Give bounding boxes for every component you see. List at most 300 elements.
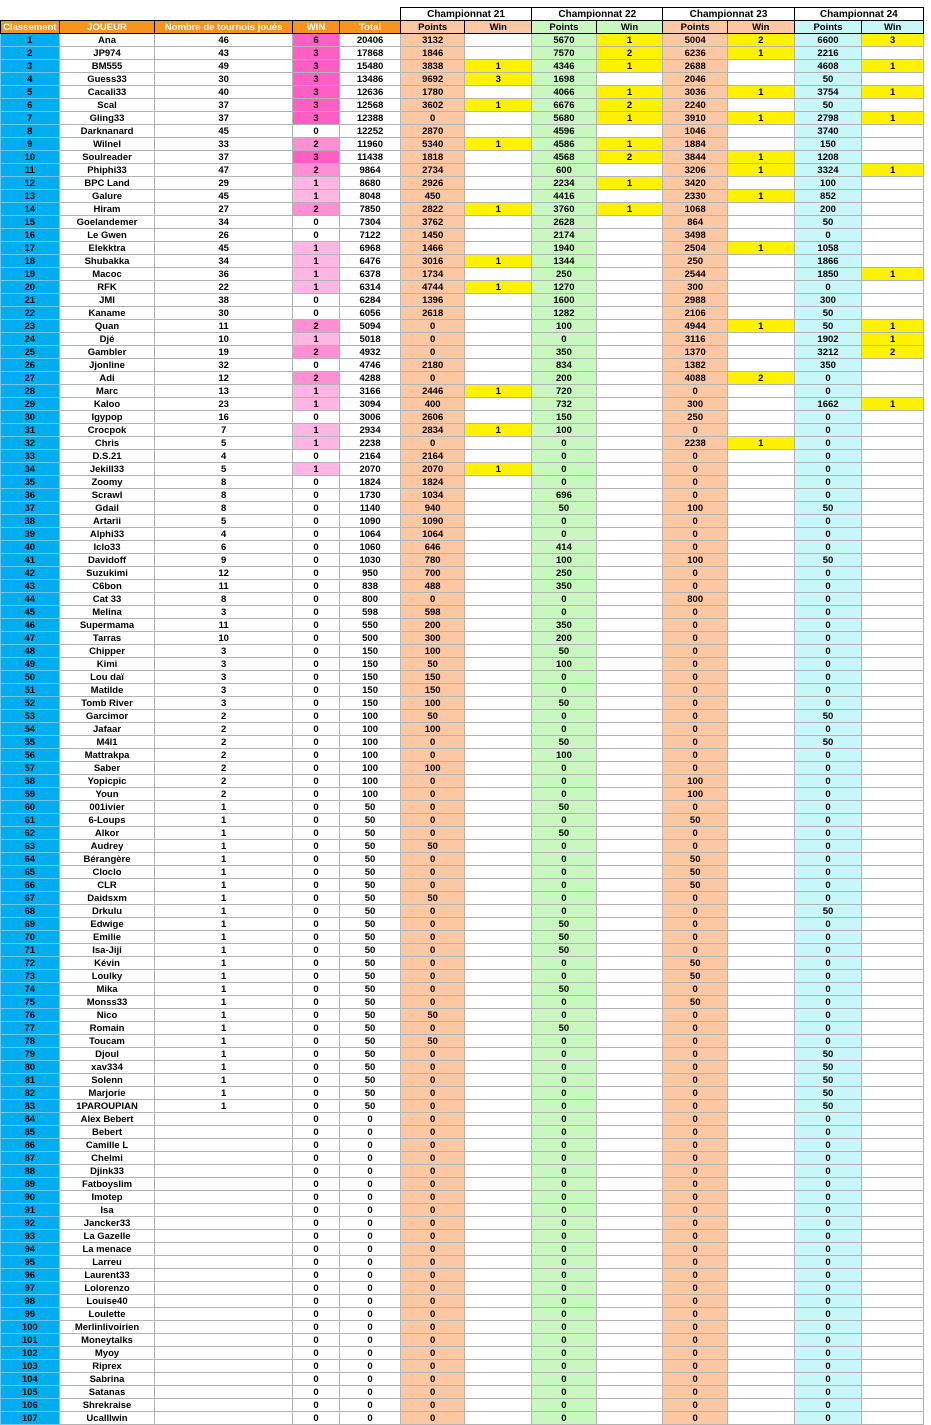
- c24-win-cell: [862, 645, 924, 658]
- c24-points-cell: 0: [794, 1126, 862, 1139]
- rank-cell: 49: [1, 658, 60, 671]
- c24-win-cell: [862, 879, 924, 892]
- table-row: [1, 34, 924, 47]
- table-row: [1, 1178, 924, 1191]
- c24-win-cell: [862, 424, 924, 437]
- table-row: [1, 918, 924, 931]
- c24-points-cell: 0: [794, 1282, 862, 1295]
- c21-points-cell: 0: [400, 905, 465, 918]
- c23-win-cell: [728, 827, 795, 840]
- c23-win-cell: [728, 463, 795, 476]
- c23-win-cell: [728, 645, 795, 658]
- win-count-cell: 1: [292, 242, 339, 255]
- c23-win-cell: 1: [728, 151, 795, 164]
- c24-win-cell: [862, 463, 924, 476]
- c21-win-cell: [465, 268, 532, 281]
- c22-points-cell: 0: [532, 1308, 597, 1321]
- c23-win-cell: [728, 593, 795, 606]
- table-row: [1, 346, 924, 359]
- player-name-cell: Davidoff: [59, 554, 155, 567]
- table-row: [1, 619, 924, 632]
- c21-win-cell: [465, 632, 532, 645]
- c24-points-cell: 0: [794, 1321, 862, 1334]
- c24-win-cell: [862, 1295, 924, 1308]
- c21-points-header: Points: [400, 21, 465, 34]
- player-name-cell: Edwige: [59, 918, 155, 931]
- c21-win-cell: [465, 1321, 532, 1334]
- total-points-cell: 50: [340, 1074, 401, 1087]
- c21-points-cell: 0: [400, 931, 465, 944]
- c23-points-cell: 0: [663, 983, 728, 996]
- c21-win-cell: [465, 1308, 532, 1321]
- c24-points-cell: 50: [794, 216, 862, 229]
- win-count-cell: 0: [292, 1217, 339, 1230]
- c22-points-cell: 50: [532, 801, 597, 814]
- c24-points-cell: 1850: [794, 268, 862, 281]
- tournaments-count-cell: 3: [155, 606, 292, 619]
- tournaments-count-cell: [155, 1204, 292, 1217]
- win-count-cell: 0: [292, 1048, 339, 1061]
- c23-points-cell: 0: [663, 1386, 728, 1399]
- header-row-columns: [1, 21, 924, 34]
- c22-points-cell: 4568: [532, 151, 597, 164]
- total-points-cell: 1140: [340, 502, 401, 515]
- tournaments-count-cell: 6: [155, 541, 292, 554]
- c23-win-cell: [728, 944, 795, 957]
- c24-win-cell: [862, 658, 924, 671]
- c21-win-cell: [465, 1191, 532, 1204]
- c24-win-cell: 1: [862, 112, 924, 125]
- c24-win-cell: 1: [862, 398, 924, 411]
- c22-win-cell: [596, 398, 663, 411]
- player-name-cell: Scrawl: [59, 489, 155, 502]
- c24-win-cell: [862, 1282, 924, 1295]
- total-points-cell: 5094: [340, 320, 401, 333]
- c21-win-cell: [465, 879, 532, 892]
- rank-cell: 70: [1, 931, 60, 944]
- c24-points-cell: 0: [794, 632, 862, 645]
- c21-points-cell: 2180: [400, 359, 465, 372]
- c23-points-cell: 50: [663, 957, 728, 970]
- c22-points-cell: 0: [532, 1347, 597, 1360]
- win-count-cell: 0: [292, 1178, 339, 1191]
- rank-cell: 57: [1, 762, 60, 775]
- c24-win-cell: [862, 1178, 924, 1191]
- table-row: [1, 983, 924, 996]
- c22-points-cell: 150: [532, 411, 597, 424]
- player-name-cell: La menace: [59, 1243, 155, 1256]
- c23-points-cell: 0: [663, 1113, 728, 1126]
- win-count-cell: 3: [292, 112, 339, 125]
- c24-points-cell: 0: [794, 489, 862, 502]
- c23-win-cell: [728, 450, 795, 463]
- c24-points-cell: 0: [794, 1009, 862, 1022]
- c21-points-cell: 0: [400, 944, 465, 957]
- player-header: JOUEUR: [59, 21, 155, 34]
- tournaments-count-cell: [155, 1152, 292, 1165]
- c23-win-cell: [728, 658, 795, 671]
- c21-points-cell: 1818: [400, 151, 465, 164]
- c23-points-cell: 50: [663, 996, 728, 1009]
- total-points-cell: 50: [340, 853, 401, 866]
- c21-win-cell: [465, 983, 532, 996]
- c22-win-cell: [596, 1347, 663, 1360]
- c23-win-cell: [728, 99, 795, 112]
- tournaments-count-cell: 1: [155, 1087, 292, 1100]
- c23-points-cell: 1068: [663, 203, 728, 216]
- c21-win-cell: [465, 1074, 532, 1087]
- table-row: [1, 632, 924, 645]
- c23-win-cell: 1: [728, 112, 795, 125]
- win-count-cell: 0: [292, 515, 339, 528]
- total-points-cell: 11960: [340, 138, 401, 151]
- player-name-cell: RFK: [59, 281, 155, 294]
- rank-cell: 97: [1, 1282, 60, 1295]
- c23-win-cell: [728, 541, 795, 554]
- c24-points-cell: 0: [794, 1165, 862, 1178]
- c22-points-cell: 4586: [532, 138, 597, 151]
- c22-points-cell: 0: [532, 1009, 597, 1022]
- c21-win-cell: [465, 723, 532, 736]
- c24-win-cell: [862, 190, 924, 203]
- tournaments-count-cell: 4: [155, 528, 292, 541]
- c21-points-cell: 0: [400, 1204, 465, 1217]
- c21-win-cell: [465, 762, 532, 775]
- c23-points-cell: 0: [663, 515, 728, 528]
- win-count-cell: 2: [292, 138, 339, 151]
- c24-points-cell: 2216: [794, 47, 862, 60]
- c22-points-cell: 50: [532, 944, 597, 957]
- c24-win-cell: [862, 541, 924, 554]
- c24-points-cell: 0: [794, 918, 862, 931]
- c23-points-cell: 0: [663, 1204, 728, 1217]
- total-points-cell: 0: [340, 1165, 401, 1178]
- c21-win-cell: [465, 112, 532, 125]
- c24-win-cell: [862, 918, 924, 931]
- c24-win-cell: [862, 788, 924, 801]
- c21-win-cell: [465, 996, 532, 1009]
- player-name-cell: BM555: [59, 60, 155, 73]
- win-count-cell: 0: [292, 1269, 339, 1282]
- c24-points-cell: 0: [794, 1334, 862, 1347]
- win-count-cell: 0: [292, 697, 339, 710]
- player-name-cell: Supermama: [59, 619, 155, 632]
- c24-points-cell: 0: [794, 1113, 862, 1126]
- c24-points-cell: 300: [794, 294, 862, 307]
- c24-points-cell: 0: [794, 476, 862, 489]
- c23-points-cell: 0: [663, 645, 728, 658]
- c22-win-cell: [596, 814, 663, 827]
- c21-win-cell: [465, 775, 532, 788]
- win-header: WIN: [292, 21, 339, 34]
- c23-points-cell: 4944: [663, 320, 728, 333]
- c24-win-cell: [862, 1087, 924, 1100]
- c24-win-cell: [862, 1360, 924, 1373]
- c22-points-cell: 0: [532, 814, 597, 827]
- player-name-cell: Merlinlivoirien: [59, 1321, 155, 1334]
- c23-points-cell: 0: [663, 1243, 728, 1256]
- c21-points-cell: 300: [400, 632, 465, 645]
- total-points-cell: 150: [340, 697, 401, 710]
- c22-points-cell: 0: [532, 723, 597, 736]
- c24-win-cell: [862, 1100, 924, 1113]
- c24-points-cell: 1866: [794, 255, 862, 268]
- rank-cell: 90: [1, 1191, 60, 1204]
- c24-win-cell: [862, 47, 924, 60]
- player-name-cell: Marjorie: [59, 1087, 155, 1100]
- c23-points-cell: 0: [663, 1230, 728, 1243]
- c23-win-cell: 1: [728, 190, 795, 203]
- tournaments-count-cell: 11: [155, 320, 292, 333]
- c22-points-cell: 600: [532, 164, 597, 177]
- c23-points-cell: 800: [663, 593, 728, 606]
- c21-points-cell: 1450: [400, 229, 465, 242]
- c21-points-cell: 0: [400, 1399, 465, 1412]
- c24-win-cell: [862, 866, 924, 879]
- rank-cell: 54: [1, 723, 60, 736]
- c22-win-cell: [596, 1022, 663, 1035]
- c24-win-cell: [862, 307, 924, 320]
- rank-cell: 34: [1, 463, 60, 476]
- c22-points-cell: 200: [532, 372, 597, 385]
- rank-cell: 16: [1, 229, 60, 242]
- c22-points-cell: 0: [532, 1100, 597, 1113]
- total-points-cell: 100: [340, 775, 401, 788]
- tournaments-count-cell: 11: [155, 580, 292, 593]
- c24-win-cell: [862, 1061, 924, 1074]
- rank-cell: 84: [1, 1113, 60, 1126]
- table-row: [1, 1152, 924, 1165]
- total-points-cell: 7850: [340, 203, 401, 216]
- c23-win-cell: [728, 502, 795, 515]
- rank-cell: 103: [1, 1360, 60, 1373]
- c24-points-cell: 0: [794, 970, 862, 983]
- rank-cell: 75: [1, 996, 60, 1009]
- player-name-cell: Solenn: [59, 1074, 155, 1087]
- c22-points-cell: 350: [532, 580, 597, 593]
- c23-win-header: Win: [728, 21, 795, 34]
- c21-points-cell: 0: [400, 1334, 465, 1347]
- table-row: [1, 1204, 924, 1217]
- win-count-cell: 0: [292, 983, 339, 996]
- win-count-cell: 0: [292, 1087, 339, 1100]
- c21-win-cell: 1: [465, 424, 532, 437]
- c21-win-cell: [465, 957, 532, 970]
- c21-win-cell: [465, 541, 532, 554]
- tournaments-count-cell: 1: [155, 905, 292, 918]
- c23-win-cell: [728, 1100, 795, 1113]
- c21-points-cell: 0: [400, 112, 465, 125]
- c23-win-cell: [728, 1308, 795, 1321]
- c24-points-cell: 0: [794, 1373, 862, 1386]
- total-points-cell: 0: [340, 1295, 401, 1308]
- c24-points-cell: 0: [794, 1035, 862, 1048]
- c21-win-cell: [465, 814, 532, 827]
- c21-points-cell: 4744: [400, 281, 465, 294]
- c23-points-cell: 0: [663, 1087, 728, 1100]
- c24-win-cell: [862, 372, 924, 385]
- c24-points-cell: 0: [794, 983, 862, 996]
- c23-win-cell: [728, 1230, 795, 1243]
- c24-win-cell: [862, 853, 924, 866]
- c22-win-cell: [596, 957, 663, 970]
- player-name-cell: Romain: [59, 1022, 155, 1035]
- player-name-cell: Cloclo: [59, 866, 155, 879]
- tournaments-count-cell: [155, 1334, 292, 1347]
- tournaments-count-cell: 38: [155, 294, 292, 307]
- tournaments-count-cell: 23: [155, 398, 292, 411]
- win-count-cell: 0: [292, 450, 339, 463]
- win-count-cell: 0: [292, 775, 339, 788]
- c21-win-cell: [465, 554, 532, 567]
- total-points-cell: 2164: [340, 450, 401, 463]
- player-name-cell: Phiphi33: [59, 164, 155, 177]
- c21-win-cell: [465, 684, 532, 697]
- c23-points-cell: 0: [663, 1269, 728, 1282]
- rank-cell: 12: [1, 177, 60, 190]
- player-name-cell: Kévin: [59, 957, 155, 970]
- c22-points-cell: 0: [532, 762, 597, 775]
- c21-win-cell: 1: [465, 255, 532, 268]
- c24-points-cell: 0: [794, 814, 862, 827]
- c21-points-cell: 0: [400, 1191, 465, 1204]
- c23-points-cell: 0: [663, 1399, 728, 1412]
- c24-points-cell: 0: [794, 1204, 862, 1217]
- total-points-cell: 0: [340, 1230, 401, 1243]
- c23-points-cell: 0: [663, 489, 728, 502]
- player-name-cell: Saber: [59, 762, 155, 775]
- tournaments-count-cell: 16: [155, 411, 292, 424]
- c23-points-cell: 0: [663, 1217, 728, 1230]
- ranking-table: [0, 7, 924, 1425]
- player-name-cell: Emilie: [59, 931, 155, 944]
- c23-points-cell: 0: [663, 1256, 728, 1269]
- c22-win-cell: [596, 463, 663, 476]
- table-row: [1, 879, 924, 892]
- table-row: [1, 814, 924, 827]
- rank-cell: 9: [1, 138, 60, 151]
- c23-points-cell: 0: [663, 1009, 728, 1022]
- table-row: [1, 255, 924, 268]
- tournaments-count-cell: 5: [155, 437, 292, 450]
- championship-22-header: Championnat 22: [532, 8, 663, 21]
- c24-win-cell: [862, 1308, 924, 1321]
- c24-points-cell: 50: [794, 99, 862, 112]
- total-points-cell: 50: [340, 1009, 401, 1022]
- c22-points-cell: 1282: [532, 307, 597, 320]
- c21-points-cell: 0: [400, 1113, 465, 1126]
- c24-win-cell: [862, 1191, 924, 1204]
- c23-win-cell: [728, 1074, 795, 1087]
- c23-win-cell: [728, 970, 795, 983]
- c24-win-cell: [862, 905, 924, 918]
- total-points-cell: 15480: [340, 60, 401, 73]
- total-points-cell: 0: [340, 1191, 401, 1204]
- table-row: [1, 762, 924, 775]
- c21-points-cell: 3016: [400, 255, 465, 268]
- table-row: [1, 190, 924, 203]
- rank-cell: 27: [1, 372, 60, 385]
- total-points-cell: 950: [340, 567, 401, 580]
- c24-win-cell: [862, 411, 924, 424]
- win-count-cell: 0: [292, 1360, 339, 1373]
- c22-win-cell: [596, 554, 663, 567]
- c24-points-cell: 0: [794, 385, 862, 398]
- c24-points-cell: 0: [794, 1347, 862, 1360]
- win-count-cell: 0: [292, 528, 339, 541]
- c24-win-cell: [862, 970, 924, 983]
- c22-win-cell: [596, 1009, 663, 1022]
- rank-cell: 24: [1, 333, 60, 346]
- c24-win-cell: [862, 281, 924, 294]
- c21-points-cell: 0: [400, 970, 465, 983]
- c21-win-cell: [465, 892, 532, 905]
- c24-win-cell: [862, 710, 924, 723]
- c23-points-cell: 2988: [663, 294, 728, 307]
- player-name-cell: Louise40: [59, 1295, 155, 1308]
- c22-win-cell: [596, 801, 663, 814]
- c23-points-cell: 0: [663, 1295, 728, 1308]
- c23-points-cell: 100: [663, 502, 728, 515]
- rank-cell: 102: [1, 1347, 60, 1360]
- c24-points-cell: 0: [794, 580, 862, 593]
- c23-win-cell: [728, 528, 795, 541]
- tournaments-count-cell: [155, 1308, 292, 1321]
- c24-win-cell: [862, 1412, 924, 1425]
- player-name-cell: Riprex: [59, 1360, 155, 1373]
- total-points-cell: 50: [340, 866, 401, 879]
- win-count-cell: 0: [292, 606, 339, 619]
- player-name-cell: Gling33: [59, 112, 155, 125]
- win-count-cell: 0: [292, 1035, 339, 1048]
- c23-win-cell: [728, 216, 795, 229]
- c21-points-cell: 700: [400, 567, 465, 580]
- c23-win-cell: [728, 996, 795, 1009]
- player-name-cell: Ucalllwin: [59, 1412, 155, 1425]
- c23-points-cell: 0: [663, 840, 728, 853]
- tournaments-count-cell: 3: [155, 684, 292, 697]
- c23-win-cell: 1: [728, 164, 795, 177]
- c23-points-cell: 2688: [663, 60, 728, 73]
- c23-win-cell: 1: [728, 86, 795, 99]
- table-row: [1, 1035, 924, 1048]
- win-count-cell: 0: [292, 788, 339, 801]
- c23-points-cell: 864: [663, 216, 728, 229]
- rank-cell: 14: [1, 203, 60, 216]
- c21-win-cell: [465, 944, 532, 957]
- c24-points-cell: 0: [794, 1360, 862, 1373]
- c22-points-cell: 50: [532, 931, 597, 944]
- table-row: [1, 801, 924, 814]
- c23-win-cell: [728, 177, 795, 190]
- c22-win-cell: [596, 1256, 663, 1269]
- c23-points-cell: 0: [663, 1191, 728, 1204]
- c22-points-cell: 732: [532, 398, 597, 411]
- rank-cell: 95: [1, 1256, 60, 1269]
- c21-points-cell: 0: [400, 320, 465, 333]
- win-count-cell: 0: [292, 749, 339, 762]
- c23-win-cell: [728, 1373, 795, 1386]
- c24-win-cell: 3: [862, 34, 924, 47]
- table-row: [1, 359, 924, 372]
- c21-win-cell: [465, 1048, 532, 1061]
- player-name-cell: Jjonline: [59, 359, 155, 372]
- c22-points-cell: 2628: [532, 216, 597, 229]
- c22-win-cell: [596, 1087, 663, 1100]
- c24-points-cell: 0: [794, 541, 862, 554]
- c21-points-cell: 0: [400, 1295, 465, 1308]
- table-row: [1, 398, 924, 411]
